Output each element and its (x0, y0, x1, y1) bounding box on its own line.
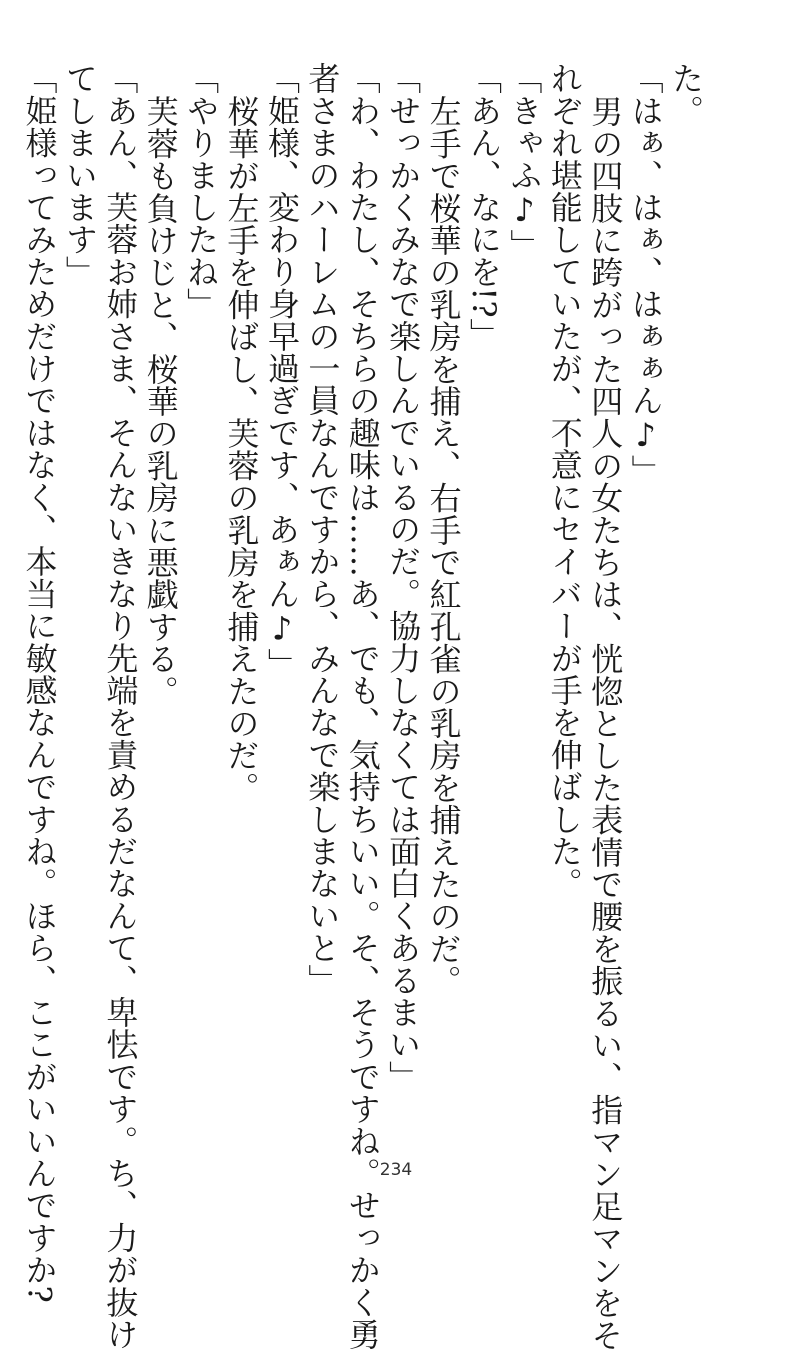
text-line: 「やりましたね」 (182, 62, 221, 320)
text-line: 芙蓉も負けじと、桜華の乳房に悪戯する。 (141, 95, 180, 707)
text-line: た。 (667, 62, 705, 127)
text-line: 「あん、なにを!?」 (464, 62, 503, 351)
text-line: 男の四肢に跨がった四人の女たちは、恍惚とした表情で腰を振るい、指マン足マンをそ (586, 95, 625, 1351)
text-line: 「せっかくみなで楽しんでいるのだ。協力しなくては面白くあるまい」 (384, 62, 423, 1093)
text-line: 「わ、わたし、そちらの趣味は……あ、でも、気持ちいい。そ、そうですね。せっかく勇 (343, 62, 382, 1350)
text-line: 者さまのハーレムの一員なんですから、みんなで楽しまないと」 (303, 62, 342, 996)
text-line: 「きゃふ♪」 (505, 62, 544, 262)
text-line: 「あん、芙蓉お姉さま、そんないきなり先端を責めるだなんて、卑怯です。ち、力が抜け (101, 62, 140, 1350)
text-line: てしまいます」 (60, 62, 99, 288)
page-number-text: 234 (379, 1160, 413, 1180)
text-line: 桜華が左手を伸ばし、芙蓉の乳房を捕えたのだ。 (222, 95, 261, 804)
text-line: 「姫様ってみためだけではなく、本当に敏感なんですね。ほら、ここがいいんですか? (20, 62, 59, 1303)
page-number (0, 1160, 792, 1180)
text-line: れぞれ堪能していたが、不意にセイバーが手を伸ばした。 (545, 62, 584, 900)
text-line: 左手で桜華の乳房を捕え、右手で紅孔雀の乳房を捕えたのだ。 (424, 95, 463, 997)
text-line: 「はぁ、はぁ、はぁぁん♪」 (626, 62, 665, 487)
text-line: 「姫様、変わり身早過ぎです、あぁん♪」 (262, 62, 301, 680)
